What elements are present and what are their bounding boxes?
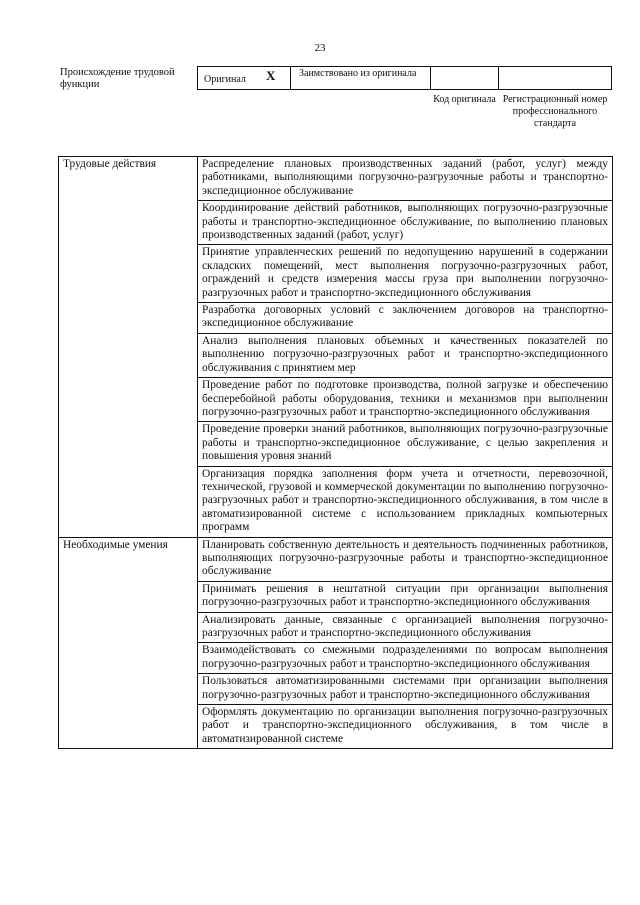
table-cell-item: Анализ выполнения плановых объемных и качественных показателей по выполнению погрузочно-разгрузочных работ и транспортно-экспедиционного обслуживания с принятием мер <box>198 333 613 377</box>
table-cell-item: Анализировать данные, связанные с организацией выполнения погрузочно-разгрузочных работ и транспортно-экспедиционного обслуживания <box>198 612 613 643</box>
table-row <box>59 157 613 201</box>
section-title: Трудовые действия <box>59 157 198 538</box>
table-cell-item: Оформлять документацию по организации выполнения погрузочно-разгрузочных работ и транспортно-экспедиционного обслуживания, в том числе в автоматизированной системе <box>198 705 613 749</box>
borrowed-cell <box>290 66 431 90</box>
original-code-cell <box>430 66 499 90</box>
table-cell-item: Принимать решения в нештатной ситуации при организации выполнения погрузочно-разгрузочных работ и транспортно-экспедиционного обслуживания <box>198 581 613 612</box>
table-cell-item: Координирование действий работников, выполняющих погрузочно-разгрузочные работы и транспортно-экспедиционное обслуживание, по выполнению плановых производственных заданий (работ, услуг) <box>198 201 613 245</box>
original-mark: X <box>266 68 276 83</box>
section-title: Необходимые умения <box>59 537 198 749</box>
page-number: 23 <box>314 42 326 54</box>
original-cell <box>197 66 291 90</box>
table-cell-item: Разработка договорных условий с заключением договоров на транспортно-экспедиционное обслуживание <box>198 303 613 334</box>
reg-number-cell <box>498 66 612 90</box>
original-label: Оригинал <box>204 74 246 85</box>
borrowed-label: Заимствовано из оригинала <box>299 68 417 79</box>
table-cell-item: Организация порядка заполнения форм учета и отчетности, перевозочной, технической, грузовой и коммерческой документации по выполнению погрузочно-разгрузочных работ и транспортно-экспедиционного обслуживания, в том числе в автоматизированной системе с использованием прикладных компьютерных программ <box>198 466 613 537</box>
table-cell-item: Пользоваться автоматизированными системами при организации выполнения погрузочно-разгрузочных работ и транспортно-экспедиционного обслуживания <box>198 674 613 705</box>
table-cell-item: Взаимодействовать со смежными подразделениями по вопросам выполнения погрузочно-разгрузочных работ и транспортно-экспедиционного обслуживания <box>198 643 613 674</box>
table-cell-item: Распределение плановых производственных заданий (работ, услуг) между работниками, выполняющими погрузочно-разгрузочные работы и транспортно-экспедиционное обслуживание <box>198 157 613 201</box>
table-cell-item: Принятие управленческих решений по недопущению нарушений в содержании складских помещений, мест выполнения погрузочно-разгрузочных работ, ограждений и средств измерения массы груза при выполнении погрузочно-разгрузочных работ и транспортно-экспедиционного обслуживания <box>198 245 613 303</box>
table-cell-item: Планировать собственную деятельность и деятельность подчиненных работников, выполняющих погрузочно-разгрузочные работы и транспортно-экспедиционное обслуживание <box>198 537 613 581</box>
table-cell-item: Проведение проверки знаний работников, выполняющих погрузочно-разгрузочные работы и транспортно-экспедиционное обслуживание, с целью закрепления и повышения уровня знаний <box>198 422 613 466</box>
function-table <box>58 156 613 749</box>
code-caption: Код оригинала <box>433 94 496 105</box>
reg-caption: Регистрационный номер профессионального стандарта <box>502 94 608 129</box>
table-cell-item: Проведение работ по подготовке производства, полной загрузке и обеспечению бесперебойной работы оборудования, техники и механизмов при выполнении погрузочно-разгрузочных работ и транспортно-экспедиционного обслуживания <box>198 378 613 422</box>
table-row <box>59 537 613 581</box>
origin-label: Происхождение трудовой функции <box>60 67 175 90</box>
